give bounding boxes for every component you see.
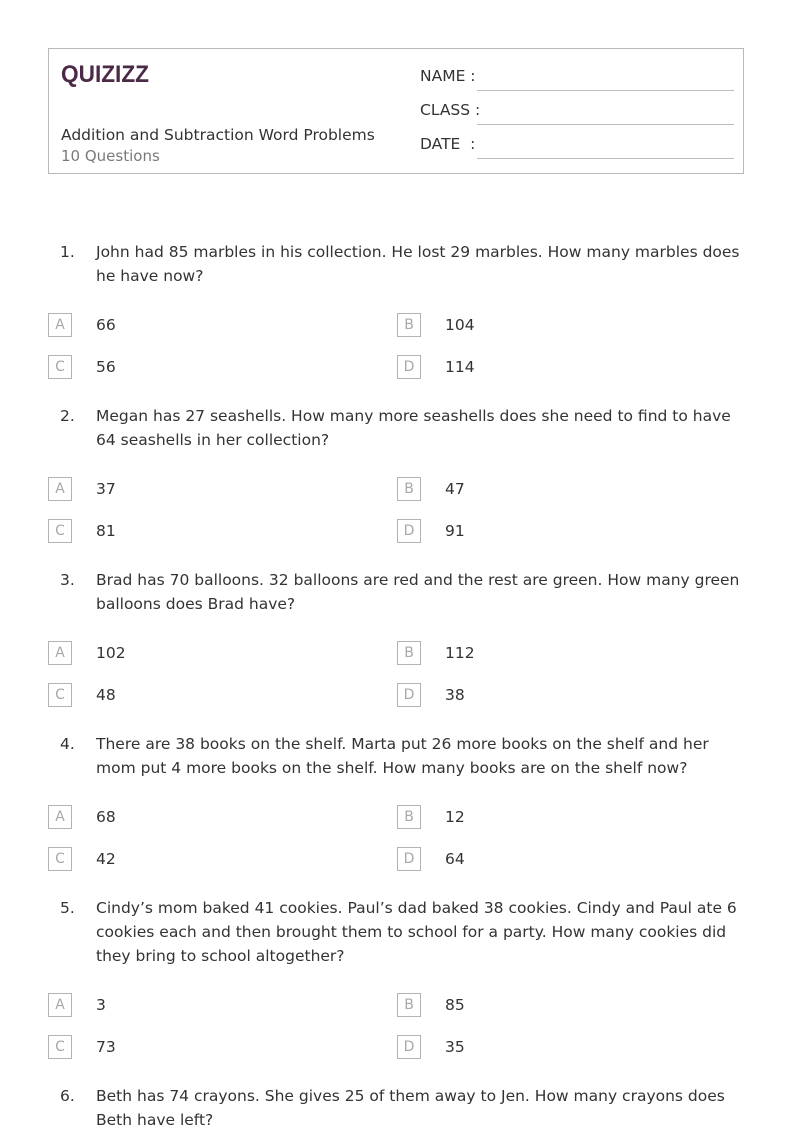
option-d[interactable] xyxy=(397,355,697,379)
svg-text:QUIZIZZ: QUIZIZZ xyxy=(61,61,149,88)
option-d[interactable] xyxy=(397,683,697,707)
question-number: 5. xyxy=(60,899,75,917)
question-text: John had 85 marbles in his collection. He lost 29 marbles. How many marbles does he have now? xyxy=(96,243,740,285)
option-text: 38 xyxy=(445,686,465,704)
option-text: 47 xyxy=(445,480,465,498)
option-letter-box: C xyxy=(48,847,72,871)
option-d[interactable] xyxy=(397,847,697,871)
date-line xyxy=(477,158,734,159)
option-a[interactable] xyxy=(48,477,348,501)
option-letter-box: D xyxy=(397,519,421,543)
quizizz-logo xyxy=(61,59,153,89)
option-letter-box: B xyxy=(397,641,421,665)
option-text: 37 xyxy=(96,480,116,498)
option-letter-box: C xyxy=(48,683,72,707)
option-b[interactable] xyxy=(397,993,697,1017)
option-letter-box: D xyxy=(397,355,421,379)
question-count: 10 Questions xyxy=(61,147,160,165)
option-text: 48 xyxy=(96,686,116,704)
name-label: NAME : xyxy=(420,67,476,85)
option-letter-box: C xyxy=(48,355,72,379)
option-a[interactable] xyxy=(48,313,348,337)
question-text: There are 38 books on the shelf. Marta put 26 more books on the shelf and her mom put 4 more books on the shelf. How many books are on the shelf now? xyxy=(96,735,709,777)
option-letter-box: A xyxy=(48,477,72,501)
option-text: 68 xyxy=(96,808,116,826)
question-text: Cindy’s mom baked 41 cookies. Paul’s dad baked 38 cookies. Cindy and Paul ate 6 cookies each and then brought them to school for a party. How many cookies did they bring to school altogether? xyxy=(96,899,737,965)
option-a[interactable] xyxy=(48,805,348,829)
option-text: 85 xyxy=(445,996,465,1014)
option-text: 56 xyxy=(96,358,116,376)
option-a[interactable] xyxy=(48,641,348,665)
worksheet-title: Addition and Subtraction Word Problems xyxy=(61,126,375,144)
option-b[interactable] xyxy=(397,805,697,829)
option-c[interactable] xyxy=(48,519,348,543)
question-text: Beth has 74 crayons. She gives 25 of them away to Jen. How many crayons does Beth have left? xyxy=(96,1087,725,1129)
name-line xyxy=(477,90,734,91)
option-b[interactable] xyxy=(397,641,697,665)
option-c[interactable] xyxy=(48,847,348,871)
question-text: Brad has 70 balloons. 32 balloons are red and the rest are green. How many green balloons does Brad have? xyxy=(96,571,740,613)
option-text: 112 xyxy=(445,644,475,662)
name-field[interactable] xyxy=(420,67,734,91)
option-text: 91 xyxy=(445,522,465,540)
date-field[interactable] xyxy=(420,135,734,159)
question-text: Megan has 27 seashells. How many more seashells does she need to find to have 64 seashells in her collection? xyxy=(96,407,731,449)
option-text: 81 xyxy=(96,522,116,540)
option-letter-box: D xyxy=(397,847,421,871)
option-letter-box: A xyxy=(48,993,72,1017)
option-letter-box: B xyxy=(397,805,421,829)
option-letter-box: C xyxy=(48,1035,72,1059)
class-label: CLASS : xyxy=(420,101,481,119)
date-label: DATE : xyxy=(420,135,476,153)
option-text: 104 xyxy=(445,316,475,334)
option-letter-box: A xyxy=(48,313,72,337)
worksheet-header xyxy=(48,48,744,174)
option-letter-box: B xyxy=(397,313,421,337)
option-text: 73 xyxy=(96,1038,116,1056)
option-letter-box: D xyxy=(397,683,421,707)
option-text: 114 xyxy=(445,358,475,376)
option-c[interactable] xyxy=(48,355,348,379)
option-text: 64 xyxy=(445,850,465,868)
option-a[interactable] xyxy=(48,993,348,1017)
class-line xyxy=(477,124,734,125)
option-d[interactable] xyxy=(397,519,697,543)
option-d[interactable] xyxy=(397,1035,697,1059)
class-field[interactable] xyxy=(420,101,734,125)
option-text: 35 xyxy=(445,1038,465,1056)
option-letter-box: C xyxy=(48,519,72,543)
option-letter-box: B xyxy=(397,993,421,1017)
option-text: 66 xyxy=(96,316,116,334)
option-letter-box: D xyxy=(397,1035,421,1059)
option-letter-box: A xyxy=(48,641,72,665)
question-number: 3. xyxy=(60,571,75,589)
question-number: 6. xyxy=(60,1087,75,1105)
option-text: 102 xyxy=(96,644,126,662)
option-c[interactable] xyxy=(48,1035,348,1059)
option-text: 42 xyxy=(96,850,116,868)
option-letter-box: B xyxy=(397,477,421,501)
option-b[interactable] xyxy=(397,313,697,337)
question-number: 2. xyxy=(60,407,75,425)
option-text: 12 xyxy=(445,808,465,826)
question-number: 1. xyxy=(60,243,75,261)
question-number: 4. xyxy=(60,735,75,753)
option-text: 3 xyxy=(96,996,106,1014)
option-b[interactable] xyxy=(397,477,697,501)
option-letter-box: A xyxy=(48,805,72,829)
option-c[interactable] xyxy=(48,683,348,707)
